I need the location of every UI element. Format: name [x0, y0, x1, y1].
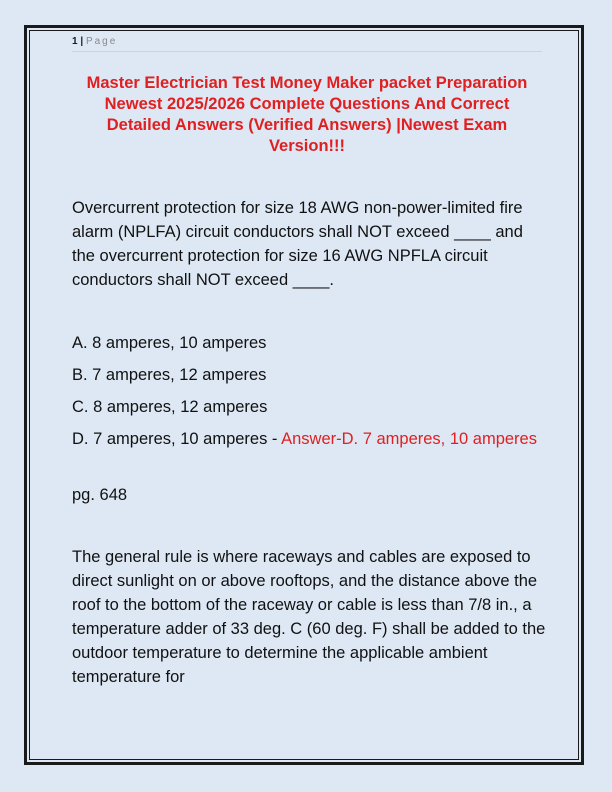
- question-1-text: Overcurrent protection for size 18 AWG non-power-limited fire alarm (NPLFA) circuit conductors shall NOT exceed ____ and the overcurrent protection for size 16 AWG NPFLA circuit conductors shall NOT exceed ____.: [72, 199, 523, 289]
- question-1-page-reference: pg. 648: [72, 486, 128, 504]
- question-1-option-d: [72, 427, 547, 451]
- page-number: 1: [72, 36, 78, 47]
- page-label: Page: [85, 36, 118, 47]
- question-2-text: The general rule is where raceways and cables are exposed to direct sunlight on or above rooftops, and the distance above the roof to the bottom of the raceway or cable is less than 7/8 in., a temperature adder of 33 deg. C (60 deg. F) shall be added to the outdoor temperature to determine the applicable ambient temperature for: [72, 548, 546, 686]
- page-header: [72, 36, 542, 52]
- question-1-option-c: C. 8 amperes, 12 amperes: [72, 398, 268, 416]
- page-separator: |: [80, 36, 84, 47]
- question-1-option-a: A. 8 amperes, 10 amperes: [72, 334, 267, 352]
- option-d-text: D. 7 amperes, 10 amperes -: [72, 430, 282, 448]
- document-title: Master Electrician Test Money Maker packet Preparation Newest 2025/2026 Complete Questions And Correct Detailed Answers (Verified Answers) |Newest Exam Version!!!: [86, 74, 528, 155]
- question-1-option-b: B. 7 amperes, 12 amperes: [72, 366, 267, 384]
- question-1-answer: Answer-D. 7 amperes, 10 amperes: [281, 430, 537, 448]
